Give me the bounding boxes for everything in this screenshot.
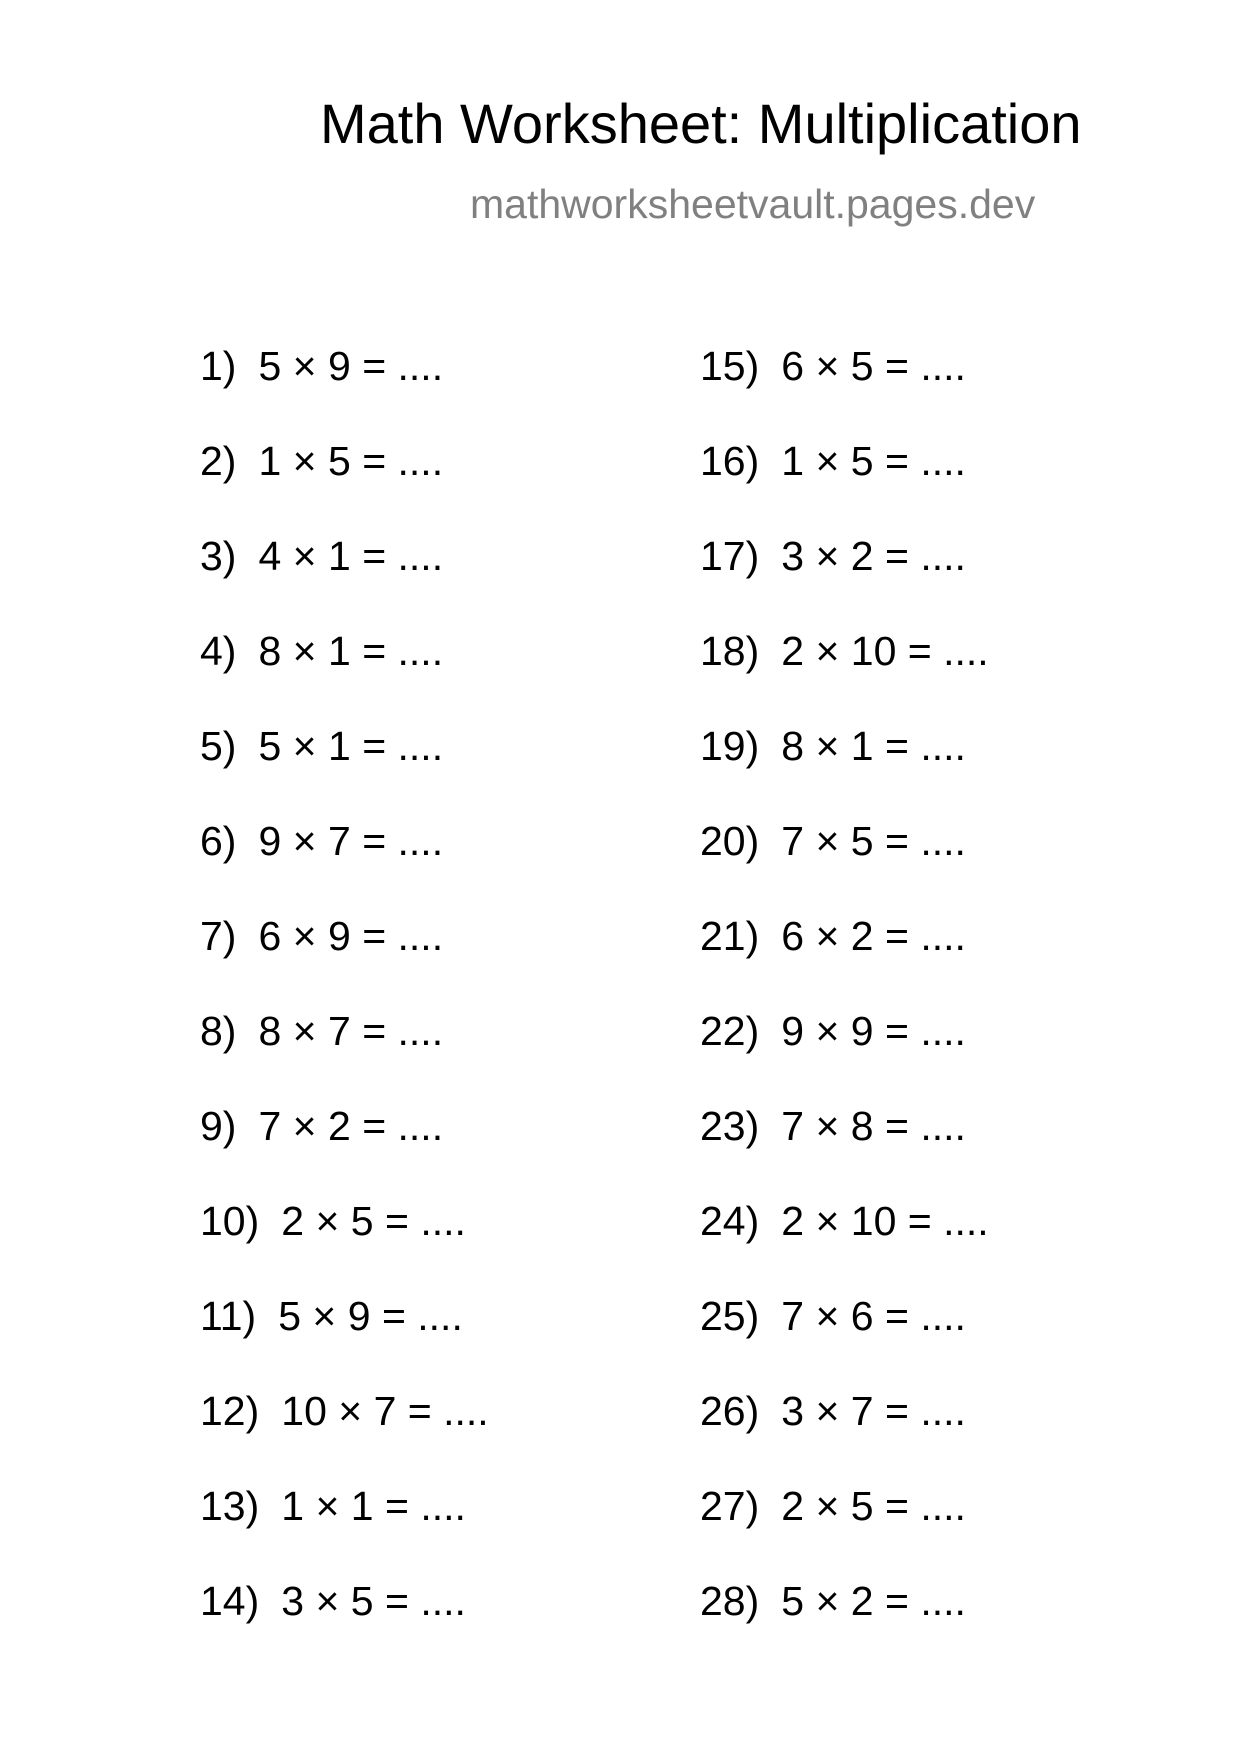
problem-15 <box>700 343 989 441</box>
problem-expression: 2 × 5 = .... <box>781 1483 966 1529</box>
problem-25 <box>700 1293 989 1391</box>
problem-11 <box>200 1293 489 1391</box>
problem-number: 3) <box>200 533 237 579</box>
problem-expression: 3 × 2 = .... <box>781 533 966 579</box>
problem-expression: 5 × 1 = .... <box>258 723 444 769</box>
problem-16 <box>700 438 989 536</box>
problem-expression: 7 × 2 = .... <box>258 1103 444 1149</box>
problem-6 <box>200 818 489 916</box>
problem-expression: 9 × 9 = .... <box>781 1008 966 1054</box>
problem-23 <box>700 1103 989 1201</box>
worksheet-source: mathworksheetvault.pages.dev <box>470 181 1036 227</box>
problem-expression: 1 × 5 = .... <box>258 438 444 484</box>
problem-expression: 2 × 5 = .... <box>281 1198 466 1244</box>
problem-expression: 8 × 7 = .... <box>258 1008 444 1054</box>
problem-number: 14) <box>200 1578 260 1624</box>
problem-number: 20) <box>700 818 760 864</box>
problem-20 <box>700 818 989 916</box>
problem-9 <box>200 1103 489 1201</box>
problem-2 <box>200 438 489 536</box>
problem-number: 24) <box>700 1198 760 1244</box>
problem-expression: 5 × 9 = .... <box>278 1293 463 1339</box>
problem-1 <box>200 343 489 441</box>
problem-number: 10) <box>200 1198 260 1244</box>
problem-expression: 4 × 1 = .... <box>258 533 444 579</box>
problem-number: 21) <box>700 913 760 959</box>
problem-number: 8) <box>200 1008 237 1054</box>
problem-12 <box>200 1388 489 1486</box>
problem-expression: 5 × 2 = .... <box>781 1578 966 1624</box>
problem-number: 19) <box>700 723 760 769</box>
worksheet-title: Math Worksheet: Multiplication <box>320 92 1082 155</box>
problem-expression: 7 × 8 = .... <box>781 1103 966 1149</box>
problem-number: 18) <box>700 628 760 674</box>
problem-number: 9) <box>200 1103 237 1149</box>
problem-number: 4) <box>200 628 237 674</box>
problem-28 <box>700 1578 989 1676</box>
problems-column-left <box>200 343 489 1676</box>
problem-expression: 2 × 10 = .... <box>781 628 989 674</box>
problem-number: 23) <box>700 1103 760 1149</box>
problem-expression: 9 × 7 = .... <box>258 818 444 864</box>
problem-number: 7) <box>200 913 237 959</box>
problem-expression: 8 × 1 = .... <box>258 628 444 674</box>
problem-expression: 2 × 10 = .... <box>781 1198 989 1244</box>
problem-number: 17) <box>700 533 760 579</box>
problem-expression: 8 × 1 = .... <box>781 723 966 769</box>
problem-number: 12) <box>200 1388 260 1434</box>
problem-expression: 7 × 6 = .... <box>781 1293 966 1339</box>
problem-expression: 5 × 9 = .... <box>258 343 444 389</box>
problem-5 <box>200 723 489 821</box>
problem-number: 5) <box>200 723 237 769</box>
problem-number: 1) <box>200 343 237 389</box>
problem-number: 27) <box>700 1483 760 1529</box>
problem-number: 28) <box>700 1578 760 1624</box>
problem-number: 2) <box>200 438 237 484</box>
problem-27 <box>700 1483 989 1581</box>
problem-expression: 1 × 5 = .... <box>781 438 966 484</box>
problem-14 <box>200 1578 489 1676</box>
problem-number: 16) <box>700 438 760 484</box>
problem-10 <box>200 1198 489 1296</box>
problems-column-right <box>700 343 989 1676</box>
problem-7 <box>200 913 489 1011</box>
problem-24 <box>700 1198 989 1296</box>
problem-22 <box>700 1008 989 1106</box>
problem-number: 6) <box>200 818 237 864</box>
problem-26 <box>700 1388 989 1486</box>
problem-number: 22) <box>700 1008 760 1054</box>
problem-number: 26) <box>700 1388 760 1434</box>
problem-expression: 6 × 9 = .... <box>258 913 444 959</box>
problem-expression: 6 × 5 = .... <box>781 343 966 389</box>
problem-18 <box>700 628 989 726</box>
problem-number: 25) <box>700 1293 760 1339</box>
problem-3 <box>200 533 489 631</box>
problem-expression: 3 × 7 = .... <box>781 1388 966 1434</box>
problem-number: 13) <box>200 1483 260 1529</box>
problem-21 <box>700 913 989 1011</box>
problem-expression: 7 × 5 = .... <box>781 818 966 864</box>
problem-number: 11) <box>200 1293 257 1339</box>
problem-expression: 10 × 7 = .... <box>281 1388 489 1434</box>
problem-17 <box>700 533 989 631</box>
problem-expression: 6 × 2 = .... <box>781 913 966 959</box>
problem-8 <box>200 1008 489 1106</box>
problem-expression: 3 × 5 = .... <box>281 1578 466 1624</box>
problem-4 <box>200 628 489 726</box>
problem-number: 15) <box>700 343 760 389</box>
problem-expression: 1 × 1 = .... <box>281 1483 466 1529</box>
problem-13 <box>200 1483 489 1581</box>
problem-19 <box>700 723 989 821</box>
